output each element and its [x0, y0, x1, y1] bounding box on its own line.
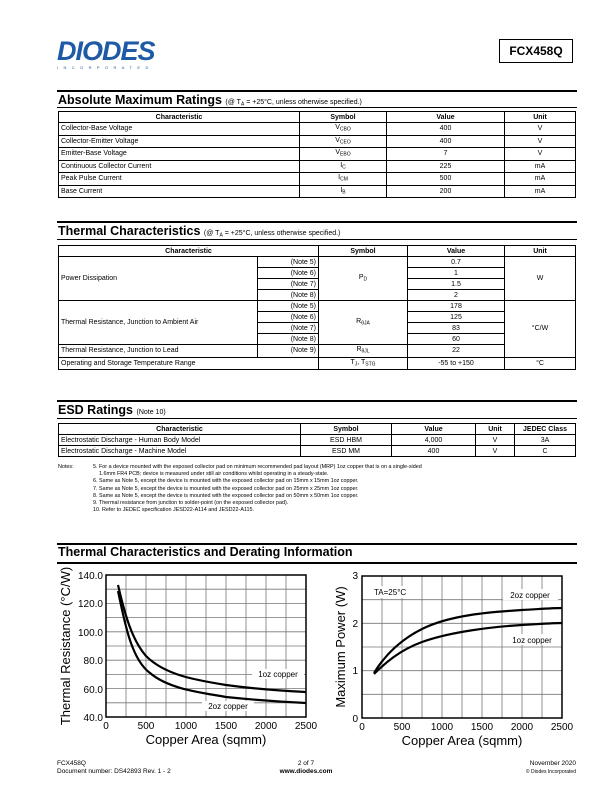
svg-text:2: 2 — [352, 619, 358, 630]
col-value: Value — [387, 112, 505, 123]
esd-table — [58, 423, 576, 457]
svg-text:2000: 2000 — [510, 722, 534, 733]
y-tick-labels — [352, 571, 358, 725]
svg-text:0: 0 — [103, 721, 109, 732]
cell-symbol: ESD HBM — [301, 435, 392, 446]
table-row — [59, 357, 576, 370]
cell-value: 400 — [387, 123, 505, 136]
table-header-row — [59, 112, 576, 123]
svg-text:60.0: 60.0 — [83, 685, 103, 696]
col-symbol: Symbol — [319, 246, 408, 257]
svg-text:1500: 1500 — [470, 722, 494, 733]
cell-symbol: $T_J$, $T_{STG}$ — [319, 357, 408, 370]
svg-text:1000: 1000 — [430, 722, 454, 733]
cell-value: 178 — [408, 301, 505, 312]
cell-note: (Note 8) — [258, 290, 319, 301]
cell-note: (Note 5) — [258, 257, 319, 268]
part-number-box: FCX458Q — [499, 39, 573, 63]
cell-symbol: $I_C$ — [300, 160, 387, 173]
footer-left — [57, 760, 171, 776]
thermal-title-text: Thermal Characteristics — [58, 224, 201, 238]
cell-characteristic: Collector-Base Voltage — [59, 123, 300, 136]
table-row — [59, 123, 576, 136]
col-symbol: Symbol — [301, 424, 392, 435]
svg-text:1: 1 — [352, 666, 358, 677]
abs-max-condition: (@ $T_A = +25^\circ C$, unless otherwise specified.) — [225, 99, 362, 108]
svg-text:1000: 1000 — [174, 721, 198, 732]
cell-note: (Note 6) — [258, 268, 319, 279]
thermal-condition: (@ $T_A = +25^\circ C$, unless otherwise specified.) — [203, 230, 341, 239]
cell-unit: mA — [505, 173, 576, 186]
cell-jedec-class: C — [515, 446, 576, 457]
note-item: 7. Same as Note 5, except the device is mounted with the exposed collector pad on 25mm x 25mm 1oz copper. — [93, 485, 359, 492]
x-axis-label: Copper Area (sqmm) — [401, 733, 523, 748]
cell-unit: °C — [505, 357, 576, 370]
cell-unit: V — [476, 446, 515, 457]
abs-max-title-text: Absolute Maximum Ratings — [58, 93, 222, 107]
footer-part: FCX458Q — [57, 760, 86, 767]
note-item: 6. Same as Note 5, except the device is mounted with the exposed collector pad on 15mm x 15mm 1oz copper. — [93, 478, 359, 485]
col-characteristic: Characteristic — [59, 424, 301, 435]
col-unit: Unit — [505, 112, 576, 123]
cell-characteristic: Continuous Collector Current — [59, 160, 300, 173]
cell-value: 500 — [387, 173, 505, 186]
table-header-row — [59, 424, 576, 435]
note-item-continued: 1.6mm FR4 PCB; device is measured under still air conditions whilst operating in a steady-state. — [99, 471, 329, 478]
cell-characteristic: Electrostatic Discharge - Human Body Model — [59, 435, 301, 446]
cell-symbol: $P_D$ — [319, 257, 408, 301]
col-value: Value — [408, 246, 505, 257]
table-row — [59, 173, 576, 186]
svg-text:140.0: 140.0 — [77, 571, 103, 582]
table-header-row — [59, 246, 576, 257]
table-row — [59, 185, 576, 198]
cell-value: 200 — [387, 185, 505, 198]
table-row — [59, 435, 576, 446]
abs-max-table — [58, 111, 576, 198]
cell-note: (Note 6) — [258, 312, 319, 323]
cell-characteristic: Thermal Resistance, Junction to Ambient Air — [59, 301, 258, 345]
section-subrule — [57, 239, 577, 240]
cell-value: 125 — [408, 312, 505, 323]
cell-value: 2 — [408, 290, 505, 301]
footer-date: November 2020 — [529, 760, 576, 767]
col-jedec-class: JEDEC Class — [515, 424, 576, 435]
cell-value: 400 — [392, 446, 476, 457]
cell-value: 0.7 — [408, 257, 505, 268]
x-tick-labels — [359, 722, 573, 733]
cell-note: (Note 9) — [258, 345, 319, 358]
esd-title — [58, 403, 166, 417]
svg-text:2000: 2000 — [254, 721, 278, 732]
cell-characteristic: Base Current — [59, 185, 300, 198]
section-rule — [57, 90, 577, 92]
cell-value: 60 — [408, 334, 505, 345]
cell-unit: V — [505, 123, 576, 136]
cell-value: 225 — [387, 160, 505, 173]
footer-page: 2 of 7 — [297, 760, 315, 767]
chart-grid — [106, 575, 306, 717]
svg-text:3: 3 — [352, 571, 358, 582]
abs-max-title — [58, 93, 362, 108]
cell-value: 22 — [408, 345, 505, 358]
cell-symbol: $I_B$ — [300, 185, 387, 198]
cell-characteristic: Operating and Storage Temperature Range — [59, 357, 319, 370]
max-power-chart — [325, 565, 590, 750]
cell-value: -55 to +150 — [408, 357, 505, 370]
thermal-resistance-chart — [55, 565, 320, 750]
col-unit: Unit — [476, 424, 515, 435]
cell-symbol: $R_{\theta JA}$ — [319, 301, 408, 345]
svg-text:0: 0 — [359, 722, 365, 733]
notes-label: Notes: — [58, 464, 74, 470]
col-characteristic: Characteristic — [59, 246, 319, 257]
cell-value: 400 — [387, 135, 505, 148]
footer-copyright: © Diodes Incorporated — [525, 769, 576, 775]
table-row — [59, 160, 576, 173]
cell-unit: mA — [505, 185, 576, 198]
cell-symbol: $V_{EBO}$ — [300, 148, 387, 161]
y-axis-label: Maximum Power (W) — [333, 586, 348, 708]
label-1oz: 1oz copper — [258, 670, 298, 679]
svg-text:500: 500 — [393, 722, 411, 733]
label-2oz: 2oz copper — [510, 591, 550, 600]
cell-value: 4,000 — [392, 435, 476, 446]
label-2oz: 2oz copper — [208, 702, 248, 711]
label-1oz: 1oz copper — [512, 636, 552, 645]
cell-characteristic: Peak Pulse Current — [59, 173, 300, 186]
cell-note: (Note 7) — [258, 323, 319, 334]
table-row — [59, 135, 576, 148]
table-row — [59, 446, 576, 457]
note-item: 10. Refer to JEDEC specification JESD22-A114 and JESD22-A115. — [93, 507, 255, 514]
svg-text:2500: 2500 — [550, 722, 574, 733]
esd-title-text: ESD Ratings — [58, 403, 134, 417]
cell-unit: °C/W — [505, 301, 576, 358]
section-rule — [57, 400, 577, 402]
section-subrule — [57, 562, 577, 564]
cell-symbol: $V_{CEO}$ — [300, 135, 387, 148]
cell-note: (Note 7) — [258, 279, 319, 290]
logo-wordmark: DIODES — [57, 36, 155, 66]
svg-text:100.0: 100.0 — [77, 628, 103, 639]
cell-symbol: $R_{\theta JL}$ — [319, 345, 408, 358]
logo-subtext: INCORPORATED — [57, 65, 154, 70]
cell-unit: V — [505, 135, 576, 148]
cell-symbol: $I_{CM}$ — [300, 173, 387, 186]
section-rule — [57, 221, 577, 223]
cell-note: (Note 8) — [258, 334, 319, 345]
cell-value: 1.5 — [408, 279, 505, 290]
section-subrule — [57, 107, 577, 108]
cell-note: (Note 5) — [258, 301, 319, 312]
cell-value: 83 — [408, 323, 505, 334]
cell-unit: V — [505, 148, 576, 161]
y-tick-labels — [78, 571, 103, 724]
cell-characteristic: Power Dissipation — [59, 257, 258, 301]
footer-center — [256, 760, 356, 776]
cell-symbol: ESD MM — [301, 446, 392, 457]
footer-website-link[interactable]: www.diodes.com — [279, 768, 333, 775]
footer-right — [476, 760, 576, 776]
y-axis-label: Thermal Resistance (°C/W) — [58, 566, 73, 726]
col-characteristic: Characteristic — [59, 112, 300, 123]
x-axis-label: Copper Area (sqmm) — [145, 732, 267, 747]
col-symbol: Symbol — [300, 112, 387, 123]
esd-note: (Note 10) — [136, 409, 166, 416]
table-row — [59, 345, 576, 358]
svg-text:40.0: 40.0 — [83, 713, 103, 724]
section-subrule — [57, 418, 577, 419]
diodes-logo — [57, 38, 165, 72]
cell-jedec-class: 3A — [515, 435, 576, 446]
cell-characteristic: Collector-Emitter Voltage — [59, 135, 300, 148]
ta-annotation: TA=25°C — [374, 588, 407, 597]
cell-characteristic: Electrostatic Discharge - Machine Model — [59, 446, 301, 457]
col-unit: Unit — [505, 246, 576, 257]
table-row — [59, 148, 576, 161]
cell-unit: W — [505, 257, 576, 301]
thermal-table — [58, 245, 576, 370]
svg-text:80.0: 80.0 — [83, 656, 103, 667]
note-item: 9. Thermal resistance from junction to solder-point (on the exposed collector pad). — [93, 500, 289, 507]
svg-text:2500: 2500 — [294, 721, 318, 732]
cell-value: 7 — [387, 148, 505, 161]
x-tick-labels — [103, 721, 317, 732]
thermal-title — [58, 224, 340, 239]
col-value: Value — [392, 424, 476, 435]
cell-symbol: $V_{CBO}$ — [300, 123, 387, 136]
cell-value: 1 — [408, 268, 505, 279]
table-row — [59, 301, 576, 312]
note-item: 5. For a device mounted with the exposed collector pad on minimum recommended pad layout (MRP) 1oz copper that is on a single-sided — [93, 464, 422, 470]
graphs-title: Thermal Characteristics and Derating Information — [58, 545, 353, 559]
cell-characteristic: Emitter-Base Voltage — [59, 148, 300, 161]
note-item: 8. Same as Note 5, except the device is mounted with the exposed collector pad on 50mm x 50mm 1oz copper. — [93, 492, 359, 499]
cell-characteristic: Thermal Resistance, Junction to Lead — [59, 345, 258, 358]
svg-text:500: 500 — [137, 721, 155, 732]
svg-text:0: 0 — [352, 714, 358, 725]
cell-unit: V — [476, 435, 515, 446]
table-row — [59, 257, 576, 268]
notes-list — [93, 464, 573, 514]
svg-text:120.0: 120.0 — [77, 599, 103, 610]
footer-doc-number: Document number: DS42893 Rev. 1 - 2 — [57, 768, 171, 775]
cell-unit: mA — [505, 160, 576, 173]
svg-text:1500: 1500 — [214, 721, 238, 732]
